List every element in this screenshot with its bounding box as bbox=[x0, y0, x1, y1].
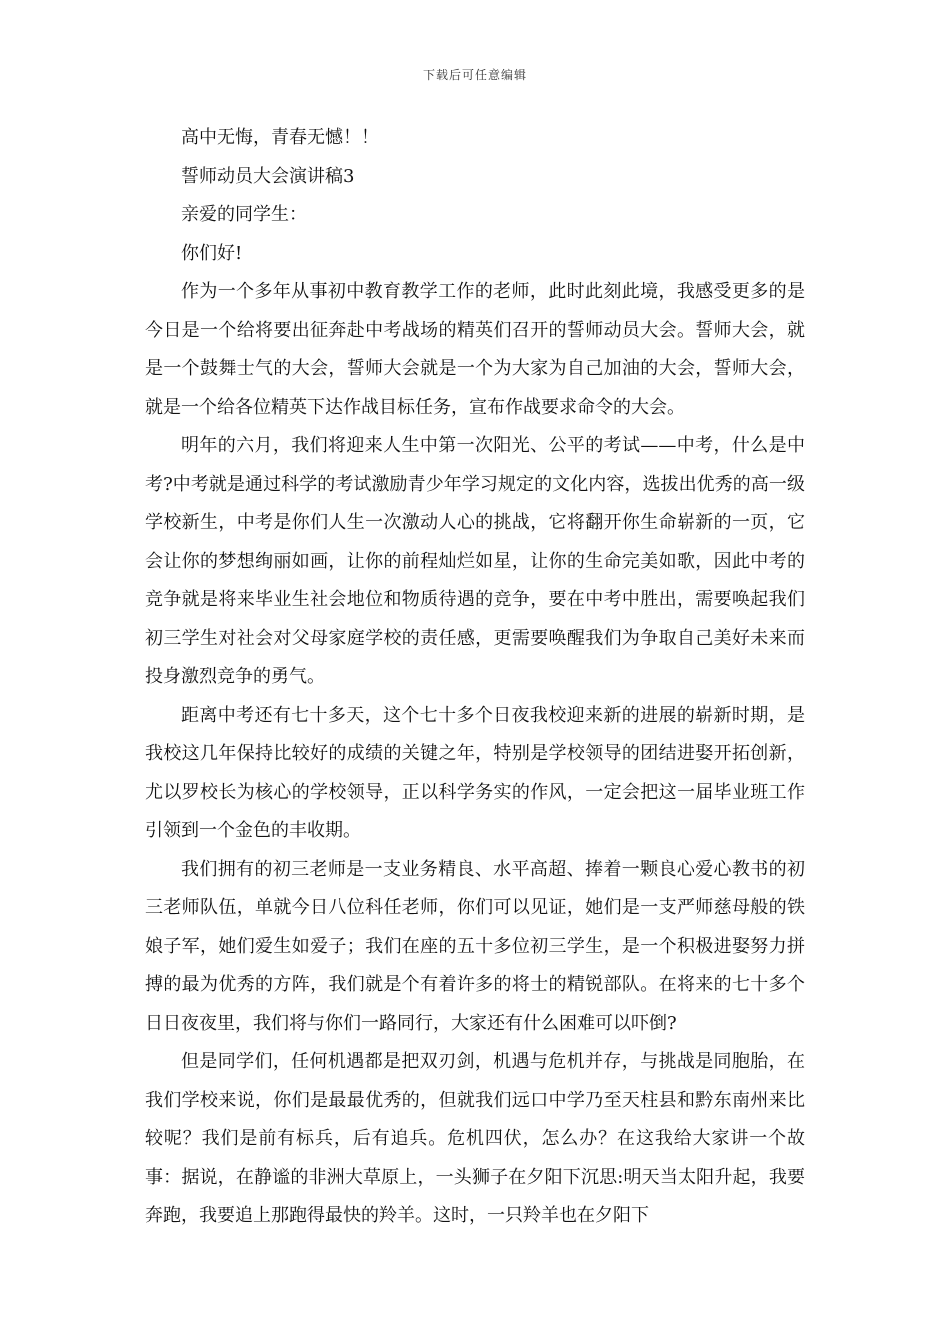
salutation: 亲爱的同学生： bbox=[181, 204, 307, 225]
paragraph: 作为一个多年从事初中教育教学工作的老师，此时此刻此境，我感受更多的是今日是一个给将要出征奔赴中考战场的精英们召开的誓师动员大会。誓师大会，就是一个鼓舞士气的大会，誓师大会就是一个为大家为自己加油的大会，誓师大会，就是一个给各位精英下达作战目标任务，宣布作战要求命令的大会。 bbox=[145, 281, 805, 418]
paragraph: 我们拥有的初三老师是一支业务精良、水平高超、捧着一颗良心爱心教书的初三老师队伍，单就今日八位科任老师，你们可以见证，她们是一支严师慈母般的铁娘子军，她们爱生如爱子；我们在座的五十多位初三学生，是一个积极进娶努力拼搏的最为优秀的方阵，我们就是个有着许多的将士的精锐部队。在将来的七十多个日日夜夜里，我们将与你们一路同行，大家还有什么困难可以吓倒? bbox=[145, 858, 805, 1034]
document-body bbox=[145, 119, 805, 1236]
paragraph: 但是同学们，任何机遇都是把双刃剑，机遇与危机并存，与挑战是同胞胎，在我们学校来说，你们是最最优秀的，但就我们远口中学乃至天柱县和黔东南州来比较呢？我们是前有标兵，后有追兵。危机四伏，怎么办？在这我给大家讲一个故事：据说，在静谧的非洲大草原上，一头狮子在夕阳下沉思:明天当太阳升起，我要奔跑，我要追上那跑得最快的羚羊。这时，一只羚羊也在夕阳下 bbox=[145, 1051, 805, 1226]
slogan-line: 高中无悔，青春无憾！！ bbox=[181, 127, 379, 148]
paragraph: 明年的六月，我们将迎来人生中第一次阳光、公平的考试——中考，什么是中考?中考就是通过科学的考试激励青少年学习规定的文化内容，选拔出优秀的高一级学校新生，中考是你们人生一次激动人心的挑战，它将翻开你生命崭新的一页，它会让你的梦想绚丽如画，让你的前程灿烂如星，让你的生命完美如歌，因此中考的竞争就是将来毕业生社会地位和物质待遇的竞争，要在中考中胜出，需要唤起我们初三学生对社会对父母家庭学校的责任感，更需要唤醒我们为争取自己美好未来而投身激烈竞争的勇气。 bbox=[145, 435, 805, 687]
page-header: 下载后可任意编辑 bbox=[422, 68, 527, 82]
document-title: 誓师动员大会演讲稿3 bbox=[181, 165, 355, 187]
paragraph: 距离中考还有七十多天，这个七十多个日夜我校迎来新的进展的崭新时期，是我校这几年保持比较好的成绩的关键之年，特别是学校领导的团结进娶开拓创新，尤以罗校长为核心的学校领导，正以科学务实的作风，一定会把这一届毕业班工作引领到一个金色的丰收期。 bbox=[145, 704, 805, 841]
greeting: 你们好! bbox=[181, 242, 243, 264]
